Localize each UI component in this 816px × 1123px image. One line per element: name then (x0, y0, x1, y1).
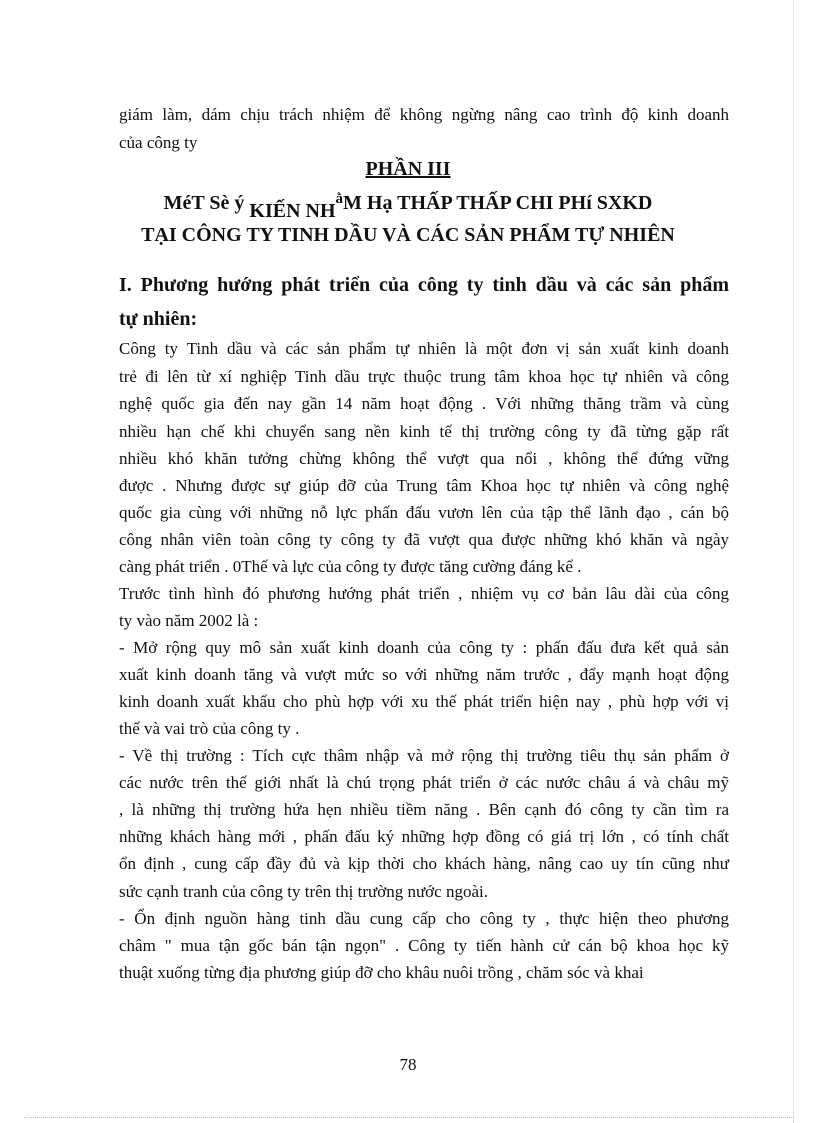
body-line: ty vào năm 2002 là : (119, 611, 259, 630)
body-line: được . Nhưng được sự giúp đỡ của Trung tâm Khoa học tự nhiên và công nghệ (119, 476, 729, 495)
margin-guide (24, 1117, 794, 1118)
body-line: sức cạnh tranh của công ty trên thị trường nước ngoài. (119, 882, 488, 901)
body-line: Trước tình hình đó phương hướng phát triển , nhiệm vụ cơ bản lâu dài của công (119, 584, 729, 603)
body-line: nhiều khó khăn tưởng chừng không thể vượt qua nổi , không thể đứng vững (119, 449, 729, 468)
part-title-segment: M Hạ THẤP THẤP CHI PHí SXKD (343, 192, 653, 214)
part-title-segment: ằ (335, 191, 344, 207)
body-line: Công ty Tinh dầu và các sản phẩm tự nhiên là một đơn vị sản xuất kinh doanh (119, 339, 729, 358)
intro-line: giám làm, dám chịu trách nhiệm để không ngừng nâng cao trình độ kinh doanh (119, 105, 729, 124)
body-line: xuất kinh doanh tăng và vượt mức so với những năm trước , đẩy mạnh hoạt động (119, 665, 729, 684)
body-line: những khách hàng mới , phấn đấu ký những hợp đồng có giá trị lớn , có tính chất (119, 827, 729, 846)
part-title-segment: MéT Sè ý (163, 192, 250, 214)
body-line: càng phát triển . 0Thế và lực của công ty được tăng cường đáng kể . (119, 557, 582, 576)
body-line: - Mở rộng quy mô sản xuất kinh doanh của công ty : phấn đấu đưa kết quả sản (119, 638, 729, 657)
part-label: PHẦN III (365, 158, 451, 180)
part-title (0, 190, 816, 222)
body-line: trẻ đi lên từ xí nghiệp Tinh dầu trực thuộc trung tâm khoa học tự nhiên và công (119, 367, 729, 386)
section-heading: I. Phương hướng phát triển của công ty tinh dầu và các sản phẩm (119, 274, 729, 296)
body-line: công nhân viên toàn công ty công ty đã vượt qua được những khó khăn và ngày (119, 530, 729, 549)
body-line: - Ổn định nguồn hàng tinh dầu cung cấp cho công ty , thực hiện theo phương (119, 909, 729, 928)
margin-guide (793, 0, 794, 1123)
body-line: - Về thị trường : Tích cực thâm nhập và mở rộng thị trường tiêu thụ sản phẩm ở (119, 746, 729, 765)
body-line: , là những thị trường hứa hẹn nhiều tiềm năng . Bên cạnh đó công ty cần tìm ra (119, 800, 729, 819)
part-subtitle: TẠI CÔNG TY TINH DẦU VÀ CÁC SẢN PHẨM TỰ NHIÊN (141, 224, 675, 246)
body-line: thế và vai trò của công ty . (119, 719, 300, 738)
body-line: các nước trên thế giới nhất là chú trọng phát triển ở các nước châu á và châu mỹ (119, 773, 729, 792)
body-line: ổn định , cung cấp đầy đủ và kịp thời cho khách hàng, nâng cao uy tín cũng như (119, 854, 729, 873)
part-title-segment: KIẾN NH (249, 200, 336, 222)
intro-line: của công ty (119, 133, 198, 152)
body-line: châm " mua tận gốc bán tận ngọn" . Công ty tiến hành cử cán bộ khoa học kỹ (119, 936, 729, 955)
body-line: thuật xuống từng địa phương giúp đỡ cho khâu nuôi trồng , chăm sóc và khai (119, 963, 644, 982)
body-line: kinh doanh xuất khẩu cho phù hợp với xu thế phát triển hiện nay , phù hợp với vị (119, 692, 729, 711)
page-number: 78 (399, 1055, 417, 1074)
body-line: nghệ quốc gia đến nay gần 14 năm hoạt động . Với những thăng trầm và cùng (119, 394, 729, 413)
body-line: nhiều hạn chế khi chuyển sang nền kinh tế thị trường công ty đã từng gặp rất (119, 422, 729, 441)
section-heading: tự nhiên: (119, 308, 198, 330)
body-line: quốc gia cùng với những nỗ lực phấn đấu vươn lên của tập thể lãnh đạo , cán bộ (119, 503, 729, 522)
